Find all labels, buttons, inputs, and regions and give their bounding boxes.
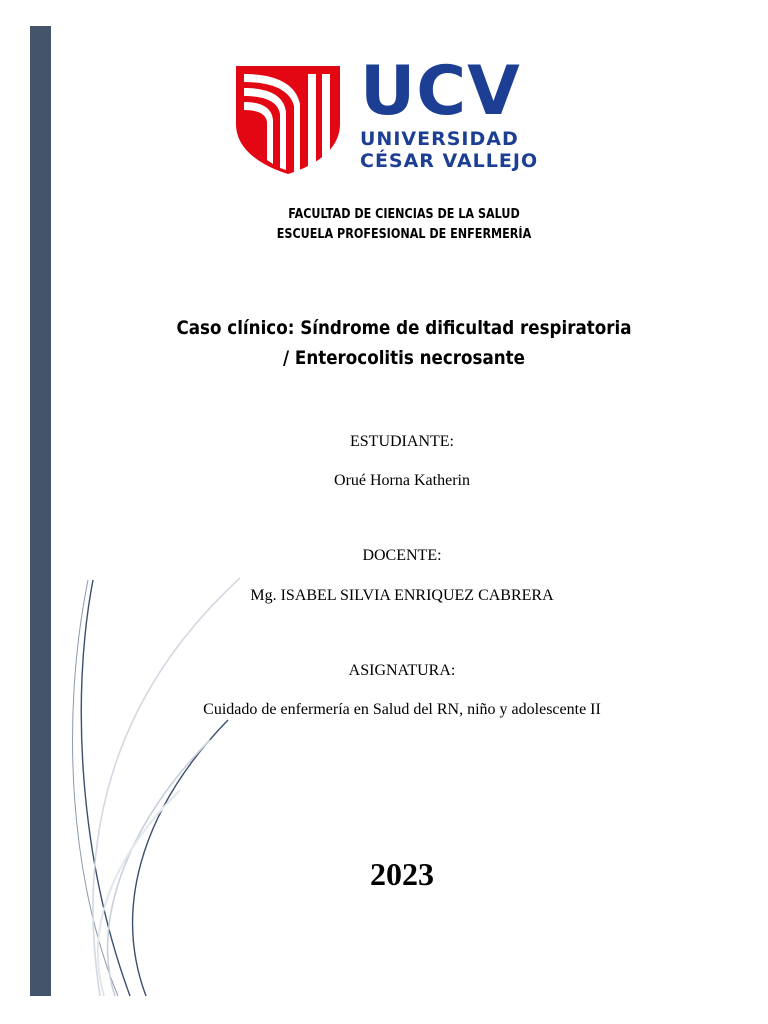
curve-1 — [81, 580, 130, 996]
curve-3 — [93, 578, 240, 996]
curve-2 — [73, 580, 118, 996]
student-name: Orué Horna Katherin — [334, 472, 470, 489]
teacher-label: DOCENTE: — [362, 547, 442, 564]
logo-university-line: UNIVERSIDAD — [360, 128, 519, 150]
course-name: Cuidado de enfermería en Salud del RN, niño y adolescente II — [203, 701, 601, 718]
document-title-line-1: Caso clínico: Síndrome de dificultad respiratoria — [176, 317, 632, 339]
school-name: ESCUELA PROFESIONAL DE ENFERMERÍA — [276, 227, 532, 242]
logo-acronym: UCV — [360, 52, 521, 131]
course-label: ASIGNATURA: — [348, 662, 456, 679]
shield-icon — [236, 64, 340, 174]
faculty-name: FACULTAD DE CIENCIAS DE LA SALUD — [288, 207, 520, 222]
ucv-logo — [236, 52, 539, 174]
document-title-line-2: / Enterocolitis necrosante — [282, 347, 526, 369]
student-label: ESTUDIANTE: — [350, 433, 454, 450]
logo-name-line: CÉSAR VALLEJO — [360, 150, 539, 172]
teacher-name: Mg. ISABEL SILVIA ENRIQUEZ CABRERA — [250, 587, 554, 604]
document-year: 2023 — [370, 856, 434, 892]
